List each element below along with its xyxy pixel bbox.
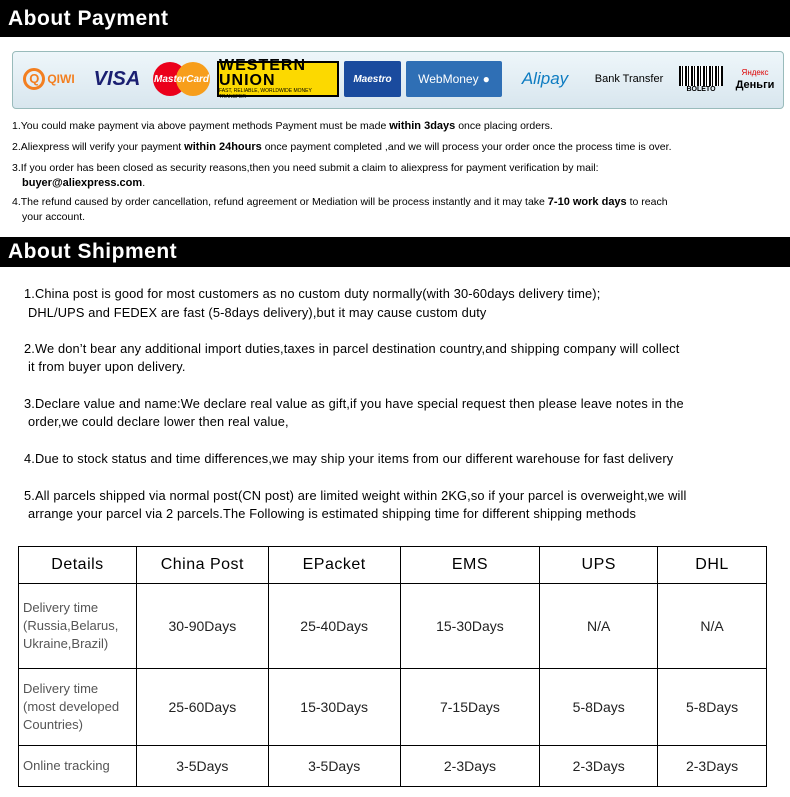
- payment-line-4-cont: your account.: [22, 211, 86, 223]
- table-row: [19, 746, 767, 787]
- visa-logo: VISA: [93, 67, 141, 90]
- table-cell: 3-5Days: [136, 746, 268, 787]
- table-cell: 15-30Days: [400, 584, 540, 669]
- table-header-cell: EMS: [400, 547, 540, 584]
- table-cell: 5-8Days: [658, 669, 767, 746]
- payment-line-4: 4.The refund caused by order cancellation, refund agreement or Mediation will be process instantly and it may take 7-10 work days to reach: [12, 196, 668, 208]
- table-cell: 30-90Days: [136, 584, 268, 669]
- globe-icon: ●: [482, 72, 490, 86]
- shipment-header-bar: [0, 237, 790, 267]
- table-cell: 2-3Days: [400, 746, 540, 787]
- payment-header-bar: [0, 0, 790, 37]
- payment-line-3: 3.If you order has been closed as security reasons,then you need submit a claim to aliexpress for payment verification by mail:: [12, 162, 599, 174]
- western-union-logo: WESTERN UNION FAST, RELIABLE, WORLDWIDE MONEY TRANSFER: [217, 61, 339, 97]
- row-label: Delivery time (most developed Countries): [19, 669, 137, 746]
- table-cell: 25-40Days: [268, 584, 400, 669]
- row-label: Delivery time (Russia,Belarus, Ukraine,Brazil): [19, 584, 137, 669]
- table-cell: 7-15Days: [400, 669, 540, 746]
- shipment-line: 1.China post is good for most customers as no custom duty normally(with 30-60days delivery time);: [24, 286, 601, 301]
- shipment-line: 5.All parcels shipped via normal post(CN post) are limited weight within 2KG,so if your parcel is overweight,we will: [24, 488, 687, 503]
- shipment-line: arrange your parcel via 2 parcels.The Following is estimated shipping time for different shipping methods: [28, 506, 637, 521]
- table-cell: 2-3Days: [658, 746, 767, 787]
- row-label: Online tracking: [19, 746, 137, 787]
- yandex-money-logo: Яндекс Деньги: [735, 68, 775, 91]
- shipment-line: 3.Declare value and name:We declare real value as gift,if you have special request then please leave notes in the: [24, 396, 684, 411]
- table-cell: N/A: [658, 584, 767, 669]
- payment-email[interactable]: buyer@aliexpress.com.: [22, 177, 146, 189]
- webmoney-logo: WebMoney ●: [406, 61, 502, 97]
- table-header-cell: DHL: [658, 547, 767, 584]
- bank-transfer-logo: Bank Transfer: [594, 73, 664, 85]
- table-cell: 2-3Days: [540, 746, 658, 787]
- payment-header: About Payment: [8, 7, 169, 30]
- table-header-row: [19, 547, 767, 584]
- table-row: [19, 584, 767, 669]
- table-header-cell: Details: [19, 547, 137, 584]
- table-cell: 5-8Days: [540, 669, 658, 746]
- table-header-cell: China Post: [136, 547, 268, 584]
- shipment-line: 2.We don’t bear any additional import duties,taxes in parcel destination country,and shipping company will collect: [24, 341, 680, 356]
- qiwi-logo: Q QIWI: [15, 61, 83, 97]
- shipment-line: it from buyer upon delivery.: [28, 359, 186, 374]
- alipay-logo: Alipay: [521, 69, 569, 88]
- table-header-cell: EPacket: [268, 547, 400, 584]
- maestro-logo: Maestro: [344, 61, 401, 97]
- table-cell: 15-30Days: [268, 669, 400, 746]
- mastercard-logo: MasterCard: [150, 61, 213, 97]
- table-cell: 3-5Days: [268, 746, 400, 787]
- payment-logos-strip: [12, 51, 784, 109]
- shipping-time-table: [18, 546, 767, 787]
- shipment-line: DHL/UPS and FEDEX are fast (5-8days delivery),but it may cause custom duty: [28, 305, 487, 320]
- boleto-logo: BOLETO: [676, 61, 726, 97]
- shipment-header: About Shipment: [8, 240, 178, 263]
- shipment-line: 4.Due to stock status and time differences,we may ship your items from our different warehouse for fast delivery: [24, 451, 674, 466]
- table-header-cell: UPS: [540, 547, 658, 584]
- barcode-icon: [679, 66, 723, 86]
- table-cell: 25-60Days: [136, 669, 268, 746]
- payment-line-2: 2.Aliexpress will verify your payment within 24hours once payment completed ,and we will process your order once the process time is over.: [12, 141, 672, 153]
- table-cell: N/A: [540, 584, 658, 669]
- shipment-line: order,we could declare lower then real value,: [28, 414, 289, 429]
- payment-line-1: 1.You could make payment via above payment methods Payment must be made within 3days once placing orders.: [12, 120, 553, 132]
- qiwi-ring-icon: Q: [23, 68, 45, 90]
- table-row: [19, 669, 767, 746]
